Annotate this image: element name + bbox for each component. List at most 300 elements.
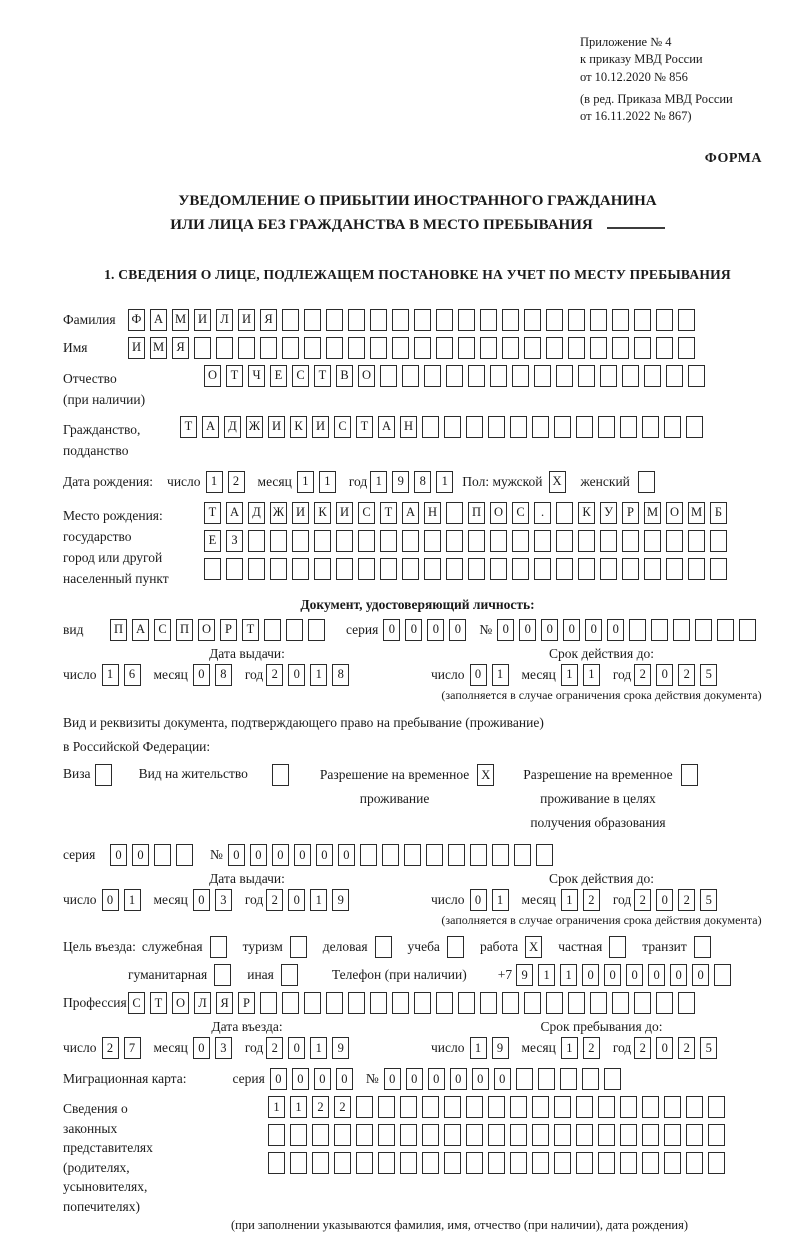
char-cell[interactable]: [378, 1124, 395, 1146]
char-cell[interactable]: [194, 337, 211, 359]
char-cell[interactable]: 2: [634, 664, 651, 686]
char-cell[interactable]: [490, 558, 507, 580]
char-cell[interactable]: Ф: [128, 309, 145, 331]
char-cell[interactable]: [480, 992, 497, 1014]
char-cell[interactable]: 0: [314, 1068, 331, 1090]
char-cell[interactable]: [598, 1152, 615, 1174]
char-cell[interactable]: [400, 1152, 417, 1174]
char-cell[interactable]: 1: [561, 889, 578, 911]
char-cell[interactable]: [568, 309, 585, 331]
char-cell[interactable]: [534, 558, 551, 580]
char-cell[interactable]: [466, 1096, 483, 1118]
char-cell[interactable]: 0: [582, 964, 599, 986]
char-cell[interactable]: [444, 1124, 461, 1146]
char-cell[interactable]: Я: [260, 309, 277, 331]
char-cell[interactable]: [488, 1124, 505, 1146]
char-cell[interactable]: 2: [634, 1037, 651, 1059]
char-cell[interactable]: [578, 365, 595, 387]
char-cell[interactable]: [629, 619, 646, 641]
char-cell[interactable]: 0: [470, 664, 487, 686]
char-cell[interactable]: 5: [700, 889, 717, 911]
char-cell[interactable]: [154, 844, 171, 866]
char-cell[interactable]: 0: [405, 619, 422, 641]
char-cell[interactable]: 1: [561, 1037, 578, 1059]
char-cell[interactable]: [326, 309, 343, 331]
char-cell[interactable]: 8: [215, 664, 232, 686]
char-cell[interactable]: [281, 964, 298, 986]
char-cell[interactable]: [556, 365, 573, 387]
char-cell[interactable]: [642, 416, 659, 438]
char-cell[interactable]: [334, 1152, 351, 1174]
char-cell[interactable]: [642, 1124, 659, 1146]
char-cell[interactable]: [686, 1152, 703, 1174]
char-cell[interactable]: С: [512, 502, 529, 524]
char-cell[interactable]: В: [336, 365, 353, 387]
char-cell[interactable]: И: [268, 416, 285, 438]
char-cell[interactable]: 9: [516, 964, 533, 986]
char-cell[interactable]: 0: [270, 1068, 287, 1090]
char-cell[interactable]: [532, 1124, 549, 1146]
char-cell[interactable]: 1: [310, 664, 327, 686]
char-cell[interactable]: [554, 1124, 571, 1146]
char-cell[interactable]: [210, 936, 227, 958]
char-cell[interactable]: [644, 365, 661, 387]
char-cell[interactable]: [622, 558, 639, 580]
char-cell[interactable]: С: [334, 416, 351, 438]
char-cell[interactable]: [568, 992, 585, 1014]
char-cell[interactable]: [312, 1152, 329, 1174]
char-cell[interactable]: 0: [585, 619, 602, 641]
char-cell[interactable]: [402, 530, 419, 552]
char-cell[interactable]: [466, 1124, 483, 1146]
char-cell[interactable]: [512, 365, 529, 387]
char-cell[interactable]: 3: [215, 889, 232, 911]
char-cell[interactable]: [638, 471, 655, 493]
char-cell[interactable]: [536, 844, 553, 866]
char-cell[interactable]: 0: [338, 844, 355, 866]
char-cell[interactable]: 9: [332, 889, 349, 911]
char-cell[interactable]: [710, 558, 727, 580]
char-cell[interactable]: И: [238, 309, 255, 331]
char-cell[interactable]: [326, 992, 343, 1014]
char-cell[interactable]: [375, 936, 392, 958]
char-cell[interactable]: [546, 309, 563, 331]
char-cell[interactable]: [314, 558, 331, 580]
char-cell[interactable]: [480, 337, 497, 359]
char-cell[interactable]: 1: [470, 1037, 487, 1059]
char-cell[interactable]: 0: [470, 889, 487, 911]
char-cell[interactable]: [358, 558, 375, 580]
char-cell[interactable]: [488, 416, 505, 438]
char-cell[interactable]: [282, 309, 299, 331]
char-cell[interactable]: 0: [132, 844, 149, 866]
char-cell[interactable]: О: [490, 502, 507, 524]
char-cell[interactable]: [656, 337, 673, 359]
char-cell[interactable]: [176, 844, 193, 866]
char-cell[interactable]: [739, 619, 756, 641]
char-cell[interactable]: [272, 764, 289, 786]
char-cell[interactable]: П: [176, 619, 193, 641]
char-cell[interactable]: [292, 530, 309, 552]
char-cell[interactable]: О: [204, 365, 221, 387]
char-cell[interactable]: [436, 992, 453, 1014]
char-cell[interactable]: [686, 1124, 703, 1146]
char-cell[interactable]: [400, 1124, 417, 1146]
char-cell[interactable]: П: [468, 502, 485, 524]
char-cell[interactable]: [708, 1124, 725, 1146]
char-cell[interactable]: 0: [670, 964, 687, 986]
char-cell[interactable]: 2: [634, 889, 651, 911]
char-cell[interactable]: [590, 992, 607, 1014]
char-cell[interactable]: 0: [110, 844, 127, 866]
char-cell[interactable]: [380, 558, 397, 580]
char-cell[interactable]: [468, 365, 485, 387]
char-cell[interactable]: [444, 1152, 461, 1174]
char-cell[interactable]: [248, 530, 265, 552]
char-cell[interactable]: [576, 1152, 593, 1174]
char-cell[interactable]: 1: [297, 471, 314, 493]
char-cell[interactable]: [268, 1152, 285, 1174]
char-cell[interactable]: [600, 530, 617, 552]
char-cell[interactable]: М: [688, 502, 705, 524]
char-cell[interactable]: 1: [102, 664, 119, 686]
char-cell[interactable]: 0: [250, 844, 267, 866]
char-cell[interactable]: [554, 416, 571, 438]
char-cell[interactable]: [370, 309, 387, 331]
char-cell[interactable]: [238, 337, 255, 359]
char-cell[interactable]: О: [198, 619, 215, 641]
char-cell[interactable]: .: [534, 502, 551, 524]
char-cell[interactable]: [424, 365, 441, 387]
char-cell[interactable]: [216, 337, 233, 359]
char-cell[interactable]: С: [358, 502, 375, 524]
char-cell[interactable]: [470, 844, 487, 866]
char-cell[interactable]: [312, 1124, 329, 1146]
char-cell[interactable]: [356, 1096, 373, 1118]
char-cell[interactable]: 2: [678, 889, 695, 911]
char-cell[interactable]: [556, 558, 573, 580]
char-cell[interactable]: [304, 992, 321, 1014]
char-cell[interactable]: [356, 1152, 373, 1174]
char-cell[interactable]: 1: [436, 471, 453, 493]
char-cell[interactable]: 2: [334, 1096, 351, 1118]
char-cell[interactable]: 2: [266, 664, 283, 686]
char-cell[interactable]: 0: [428, 1068, 445, 1090]
char-cell[interactable]: 1: [370, 471, 387, 493]
char-cell[interactable]: 2: [266, 1037, 283, 1059]
char-cell[interactable]: [644, 530, 661, 552]
char-cell[interactable]: [568, 337, 585, 359]
char-cell[interactable]: [598, 1096, 615, 1118]
char-cell[interactable]: [664, 416, 681, 438]
char-cell[interactable]: [358, 530, 375, 552]
char-cell[interactable]: [510, 1152, 527, 1174]
char-cell[interactable]: [392, 992, 409, 1014]
char-cell[interactable]: Н: [424, 502, 441, 524]
char-cell[interactable]: [490, 530, 507, 552]
char-cell[interactable]: [370, 337, 387, 359]
char-cell[interactable]: 2: [266, 889, 283, 911]
char-cell[interactable]: Т: [180, 416, 197, 438]
char-cell[interactable]: [444, 1096, 461, 1118]
char-cell[interactable]: 1: [561, 664, 578, 686]
char-cell[interactable]: [502, 309, 519, 331]
char-cell[interactable]: [466, 416, 483, 438]
char-cell[interactable]: [560, 1068, 577, 1090]
char-cell[interactable]: [634, 992, 651, 1014]
char-cell[interactable]: [424, 558, 441, 580]
char-cell[interactable]: [612, 309, 629, 331]
char-cell[interactable]: 0: [316, 844, 333, 866]
char-cell[interactable]: 0: [563, 619, 580, 641]
char-cell[interactable]: 0: [472, 1068, 489, 1090]
char-cell[interactable]: А: [226, 502, 243, 524]
char-cell[interactable]: [688, 558, 705, 580]
char-cell[interactable]: [204, 558, 221, 580]
char-cell[interactable]: О: [666, 502, 683, 524]
char-cell[interactable]: [446, 530, 463, 552]
char-cell[interactable]: 0: [193, 664, 210, 686]
char-cell[interactable]: Т: [314, 365, 331, 387]
char-cell[interactable]: 0: [292, 1068, 309, 1090]
char-cell[interactable]: 0: [294, 844, 311, 866]
char-cell[interactable]: [664, 1152, 681, 1174]
char-cell[interactable]: 0: [519, 619, 536, 641]
char-cell[interactable]: 0: [272, 844, 289, 866]
char-cell[interactable]: [642, 1096, 659, 1118]
char-cell[interactable]: [510, 1124, 527, 1146]
char-cell[interactable]: К: [290, 416, 307, 438]
char-cell[interactable]: [600, 558, 617, 580]
char-cell[interactable]: [578, 530, 595, 552]
char-cell[interactable]: [576, 416, 593, 438]
char-cell[interactable]: [458, 337, 475, 359]
char-cell[interactable]: [656, 992, 673, 1014]
char-cell[interactable]: [248, 558, 265, 580]
char-cell[interactable]: [488, 1152, 505, 1174]
char-cell[interactable]: [260, 337, 277, 359]
char-cell[interactable]: [524, 309, 541, 331]
char-cell[interactable]: [336, 558, 353, 580]
char-cell[interactable]: 0: [656, 889, 673, 911]
char-cell[interactable]: П: [110, 619, 127, 641]
char-cell[interactable]: 2: [583, 889, 600, 911]
char-cell[interactable]: [400, 1096, 417, 1118]
char-cell[interactable]: [673, 619, 690, 641]
char-cell[interactable]: Б: [710, 502, 727, 524]
char-cell[interactable]: [534, 365, 551, 387]
char-cell[interactable]: [424, 530, 441, 552]
char-cell[interactable]: О: [358, 365, 375, 387]
char-cell[interactable]: [512, 530, 529, 552]
char-cell[interactable]: 1: [268, 1096, 285, 1118]
char-cell[interactable]: [290, 1152, 307, 1174]
char-cell[interactable]: [664, 1124, 681, 1146]
char-cell[interactable]: 2: [678, 664, 695, 686]
char-cell[interactable]: 1: [538, 964, 555, 986]
char-cell[interactable]: [214, 964, 231, 986]
char-cell[interactable]: [436, 309, 453, 331]
char-cell[interactable]: [270, 530, 287, 552]
char-cell[interactable]: 1: [290, 1096, 307, 1118]
char-cell[interactable]: [532, 1096, 549, 1118]
char-cell[interactable]: М: [150, 337, 167, 359]
char-cell[interactable]: Ч: [248, 365, 265, 387]
char-cell[interactable]: 0: [427, 619, 444, 641]
char-cell[interactable]: [620, 1124, 637, 1146]
char-cell[interactable]: [524, 337, 541, 359]
char-cell[interactable]: [510, 416, 527, 438]
char-cell[interactable]: [644, 558, 661, 580]
char-cell[interactable]: [378, 1152, 395, 1174]
char-cell[interactable]: Т: [226, 365, 243, 387]
char-cell[interactable]: [378, 1096, 395, 1118]
char-cell[interactable]: 9: [332, 1037, 349, 1059]
char-cell[interactable]: [414, 337, 431, 359]
char-cell[interactable]: [414, 992, 431, 1014]
char-cell[interactable]: М: [172, 309, 189, 331]
char-cell[interactable]: [612, 337, 629, 359]
char-cell[interactable]: [308, 619, 325, 641]
char-cell[interactable]: 0: [656, 1037, 673, 1059]
char-cell[interactable]: [334, 1124, 351, 1146]
char-cell[interactable]: [422, 1152, 439, 1174]
char-cell[interactable]: 1: [492, 889, 509, 911]
char-cell[interactable]: 9: [492, 1037, 509, 1059]
char-cell[interactable]: [634, 309, 651, 331]
char-cell[interactable]: А: [150, 309, 167, 331]
char-cell[interactable]: 1: [310, 1037, 327, 1059]
char-cell[interactable]: [348, 992, 365, 1014]
char-cell[interactable]: [510, 1096, 527, 1118]
char-cell[interactable]: [546, 992, 563, 1014]
char-cell[interactable]: А: [402, 502, 419, 524]
char-cell[interactable]: [466, 1152, 483, 1174]
char-cell[interactable]: 0: [449, 619, 466, 641]
char-cell[interactable]: [666, 558, 683, 580]
char-cell[interactable]: [512, 558, 529, 580]
char-cell[interactable]: [534, 530, 551, 552]
char-cell[interactable]: [554, 1096, 571, 1118]
char-cell[interactable]: 7: [124, 1037, 141, 1059]
char-cell[interactable]: [686, 1096, 703, 1118]
char-cell[interactable]: [609, 936, 626, 958]
char-cell[interactable]: [502, 992, 519, 1014]
char-cell[interactable]: [304, 337, 321, 359]
char-cell[interactable]: [502, 337, 519, 359]
char-cell[interactable]: 2: [228, 471, 245, 493]
char-cell[interactable]: [490, 365, 507, 387]
char-cell[interactable]: [292, 558, 309, 580]
char-cell[interactable]: Я: [172, 337, 189, 359]
char-cell[interactable]: [336, 530, 353, 552]
char-cell[interactable]: [708, 1096, 725, 1118]
char-cell[interactable]: 0: [102, 889, 119, 911]
char-cell[interactable]: [678, 337, 695, 359]
char-cell[interactable]: Р: [238, 992, 255, 1014]
char-cell[interactable]: [620, 1152, 637, 1174]
char-cell[interactable]: [678, 309, 695, 331]
char-cell[interactable]: 0: [626, 964, 643, 986]
char-cell[interactable]: [656, 309, 673, 331]
char-cell[interactable]: С: [292, 365, 309, 387]
char-cell[interactable]: [282, 337, 299, 359]
char-cell[interactable]: Д: [224, 416, 241, 438]
char-cell[interactable]: [688, 530, 705, 552]
char-cell[interactable]: [444, 416, 461, 438]
char-cell[interactable]: 0: [193, 889, 210, 911]
char-cell[interactable]: 0: [288, 1037, 305, 1059]
char-cell[interactable]: [554, 1152, 571, 1174]
char-cell[interactable]: [514, 844, 531, 866]
char-cell[interactable]: 1: [124, 889, 141, 911]
char-cell[interactable]: [598, 1124, 615, 1146]
char-cell[interactable]: Т: [242, 619, 259, 641]
char-cell[interactable]: [422, 1124, 439, 1146]
char-cell[interactable]: [260, 992, 277, 1014]
char-cell[interactable]: [612, 992, 629, 1014]
char-cell[interactable]: [622, 530, 639, 552]
char-cell[interactable]: [458, 309, 475, 331]
char-cell[interactable]: [666, 365, 683, 387]
char-cell[interactable]: [446, 558, 463, 580]
char-cell[interactable]: А: [132, 619, 149, 641]
char-cell[interactable]: 2: [678, 1037, 695, 1059]
char-cell[interactable]: [446, 365, 463, 387]
char-cell[interactable]: [642, 1152, 659, 1174]
char-cell[interactable]: [708, 1152, 725, 1174]
char-cell[interactable]: [392, 309, 409, 331]
char-cell[interactable]: [604, 1068, 621, 1090]
char-cell[interactable]: И: [128, 337, 145, 359]
char-cell[interactable]: [492, 844, 509, 866]
char-cell[interactable]: [538, 1068, 555, 1090]
char-cell[interactable]: И: [336, 502, 353, 524]
char-cell[interactable]: [360, 844, 377, 866]
char-cell[interactable]: [556, 530, 573, 552]
char-cell[interactable]: Н: [400, 416, 417, 438]
char-cell[interactable]: [402, 558, 419, 580]
char-cell[interactable]: [380, 530, 397, 552]
char-cell[interactable]: [468, 530, 485, 552]
char-cell[interactable]: С: [128, 992, 145, 1014]
char-cell[interactable]: 1: [206, 471, 223, 493]
char-cell[interactable]: [268, 1124, 285, 1146]
char-cell[interactable]: А: [378, 416, 395, 438]
char-cell[interactable]: 0: [384, 1068, 401, 1090]
char-cell[interactable]: М: [644, 502, 661, 524]
char-cell[interactable]: 1: [560, 964, 577, 986]
char-cell[interactable]: [426, 844, 443, 866]
char-cell[interactable]: [634, 337, 651, 359]
char-cell[interactable]: [598, 416, 615, 438]
char-cell[interactable]: [524, 992, 541, 1014]
char-cell[interactable]: К: [314, 502, 331, 524]
char-cell[interactable]: [678, 992, 695, 1014]
char-cell[interactable]: [448, 844, 465, 866]
char-cell[interactable]: Е: [270, 365, 287, 387]
char-cell[interactable]: 8: [332, 664, 349, 686]
char-cell[interactable]: 0: [336, 1068, 353, 1090]
char-cell[interactable]: С: [154, 619, 171, 641]
char-cell[interactable]: У: [600, 502, 617, 524]
char-cell[interactable]: 0: [541, 619, 558, 641]
char-cell[interactable]: [270, 558, 287, 580]
char-cell[interactable]: И: [292, 502, 309, 524]
char-cell[interactable]: [458, 992, 475, 1014]
char-cell[interactable]: Л: [216, 309, 233, 331]
char-cell[interactable]: [282, 992, 299, 1014]
